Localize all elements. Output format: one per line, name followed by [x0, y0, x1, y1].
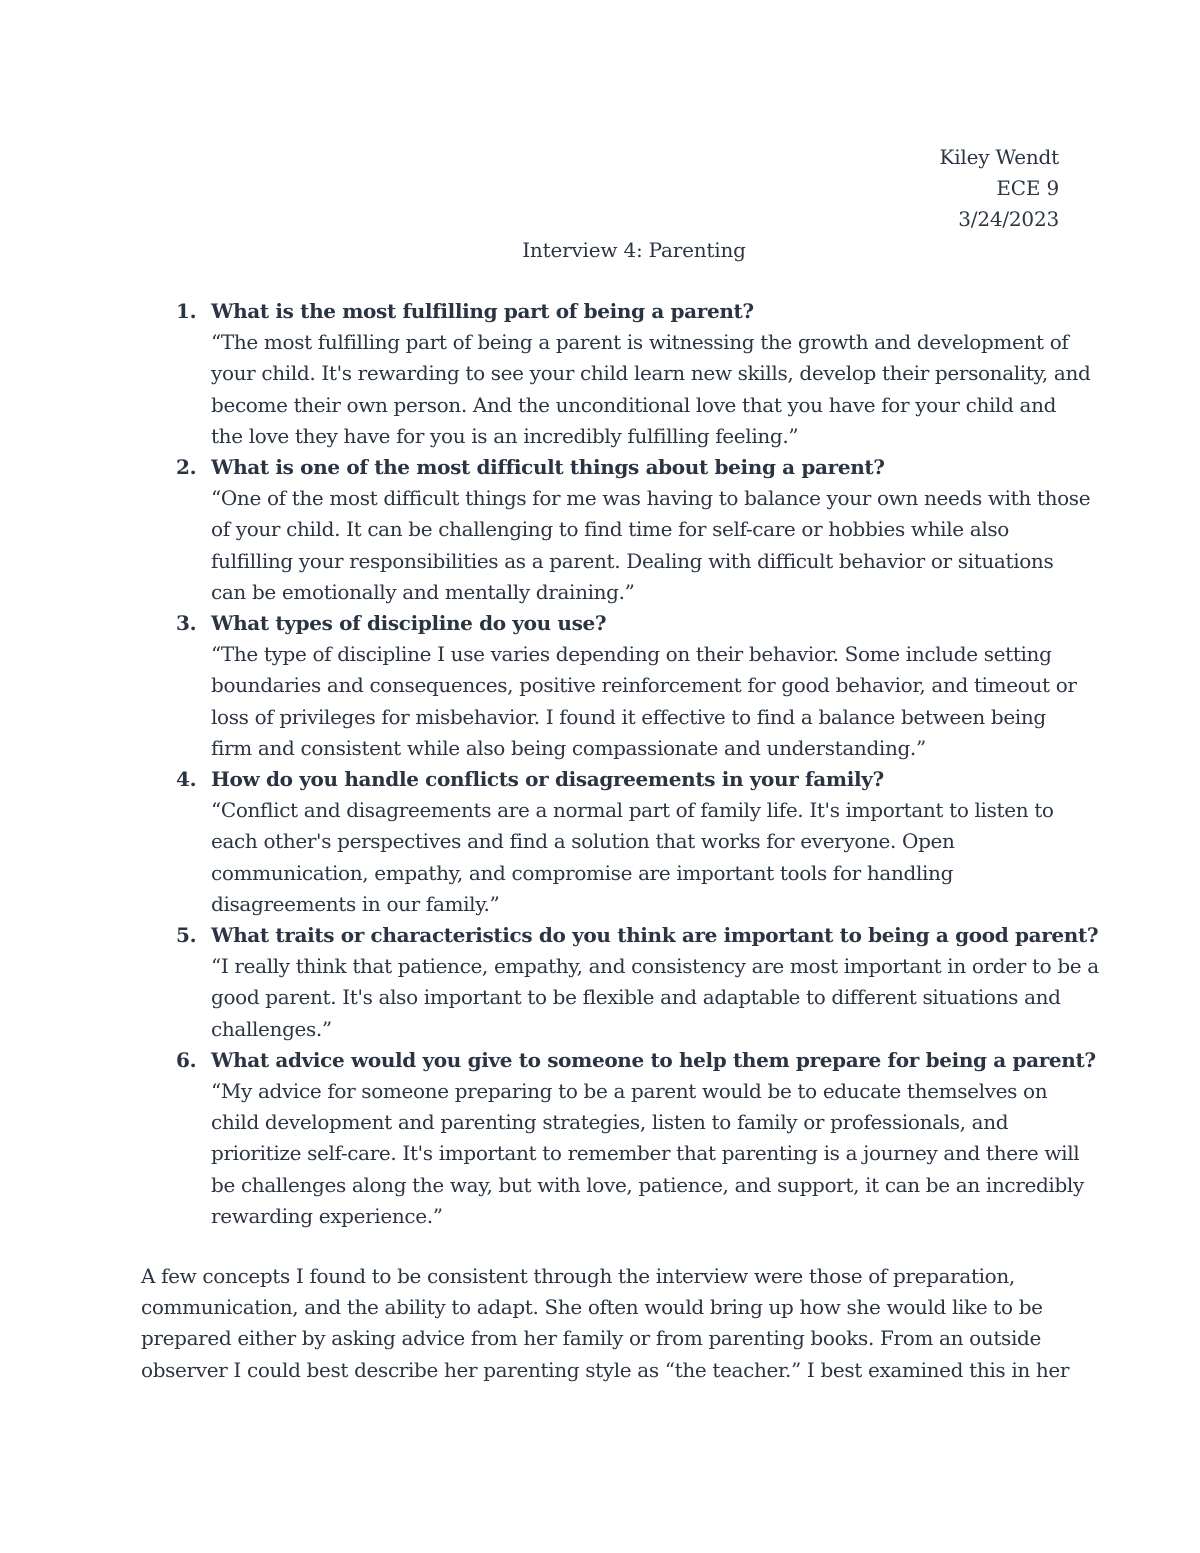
question-text: What advice would you give to someone to help them prepare for being a parent? — [211, 1047, 1096, 1072]
question-number: 1. — [176, 299, 197, 323]
summary-line: observer I could best describe her parenting style as “the teacher.” I best examined this in her — [141, 1357, 1070, 1382]
qa-item — [176, 920, 1099, 1045]
answer-line: “The type of discipline I use varies depending on their behavior. Some include setting — [211, 642, 1052, 667]
answer-text — [211, 795, 1066, 920]
question-text: How do you handle conflicts or disagreements in your family? — [211, 767, 884, 792]
summary-line: A few concepts I found to be consistent through the interview were those of preparation, — [141, 1264, 1015, 1288]
answer-line: “The most fulfilling part of being a parent is witnessing the growth and development of — [211, 330, 1069, 355]
answer-text — [211, 1076, 1084, 1232]
answer-line: can be emotionally and mentally draining.” — [211, 579, 635, 604]
answer-line: your child. It's rewarding to see your child learn new skills, develop their personality, and — [211, 361, 1091, 386]
answer-line: rewarding experience.” — [211, 1203, 443, 1228]
qa-item — [176, 764, 1066, 920]
answer-line: challenges.” — [211, 1016, 332, 1041]
question-number: 5. — [176, 923, 197, 948]
question-text: What traits or characteristics do you think are important to being a good parent? — [211, 923, 1099, 948]
answer-text — [211, 483, 1091, 608]
answer-line: fulfilling your responsibilities as a parent. Dealing with difficult behavior or situations — [211, 548, 1054, 573]
qa-item — [176, 296, 1091, 452]
summary-paragraph — [141, 1261, 1071, 1386]
qa-item — [176, 608, 1077, 764]
question-text: What is one of the most difficult things about being a parent? — [211, 455, 885, 480]
question-number: 2. — [176, 455, 197, 480]
question-number: 6. — [176, 1047, 197, 1072]
answer-line: disagreements in our family.” — [211, 891, 500, 916]
course-code: ECE 9 — [996, 176, 1059, 200]
answer-line: “One of the most difficult things for me was having to balance your own needs with those — [211, 486, 1091, 511]
document-date: 3/24/2023 — [958, 207, 1059, 231]
answer-line: the love they have for you is an incredibly fulfilling feeling.” — [211, 423, 799, 448]
summary-line: prepared either by asking advice from her family or from parenting books. From an outside — [141, 1326, 1041, 1351]
answer-line: become their own person. And the unconditional love that you have for your child and — [211, 392, 1057, 417]
answer-line: be challenges along the way, but with love, patience, and support, it can be an incredibly — [211, 1172, 1084, 1197]
qa-item — [176, 1045, 1096, 1232]
question-number: 4. — [176, 767, 197, 792]
answer-line: loss of privileges for misbehavior. I found it effective to find a balance between being — [211, 704, 1046, 729]
answer-line: communication, empathy, and compromise are important tools for handling — [211, 860, 954, 885]
answer-line: boundaries and consequences, positive reinforcement for good behavior, and timeout or — [211, 673, 1077, 698]
answer-line: “I really think that patience, empathy, and consistency are most important in order to be a — [211, 954, 1099, 979]
answer-line: of your child. It can be challenging to find time for self-care or hobbies while also — [211, 517, 1009, 542]
answer-line: prioritize self-care. It's important to remember that parenting is a journey and there will — [211, 1141, 1080, 1166]
answer-line: “My advice for someone preparing to be a parent would be to educate themselves on — [211, 1079, 1048, 1104]
question-text: What is the most fulfilling part of being a parent? — [211, 299, 754, 323]
answer-line: child development and parenting strategies, listen to family or professionals, and — [211, 1110, 1009, 1135]
summary-line: communication, and the ability to adapt. She often would bring up how she would like to be — [141, 1295, 1043, 1320]
author-name: Kiley Wendt — [939, 145, 1059, 169]
answer-line: “Conflict and disagreements are a normal part of family life. It's important to listen to — [211, 798, 1054, 823]
answer-line: good parent. It's also important to be flexible and adaptable to different situations and — [211, 985, 1061, 1010]
interview-question-list — [176, 296, 1099, 1232]
answer-text — [211, 327, 1091, 452]
answer-line: firm and consistent while also being compassionate and understanding.” — [211, 735, 926, 760]
question-number: 3. — [176, 611, 197, 636]
answer-text — [211, 951, 1099, 1045]
document-title: Interview 4: Parenting — [522, 238, 746, 262]
question-text: What types of discipline do you use? — [211, 611, 607, 636]
answer-text — [211, 639, 1077, 764]
qa-item — [176, 452, 1091, 608]
header-block — [939, 142, 1059, 235]
answer-line: each other's perspectives and find a solution that works for everyone. Open — [211, 829, 955, 854]
